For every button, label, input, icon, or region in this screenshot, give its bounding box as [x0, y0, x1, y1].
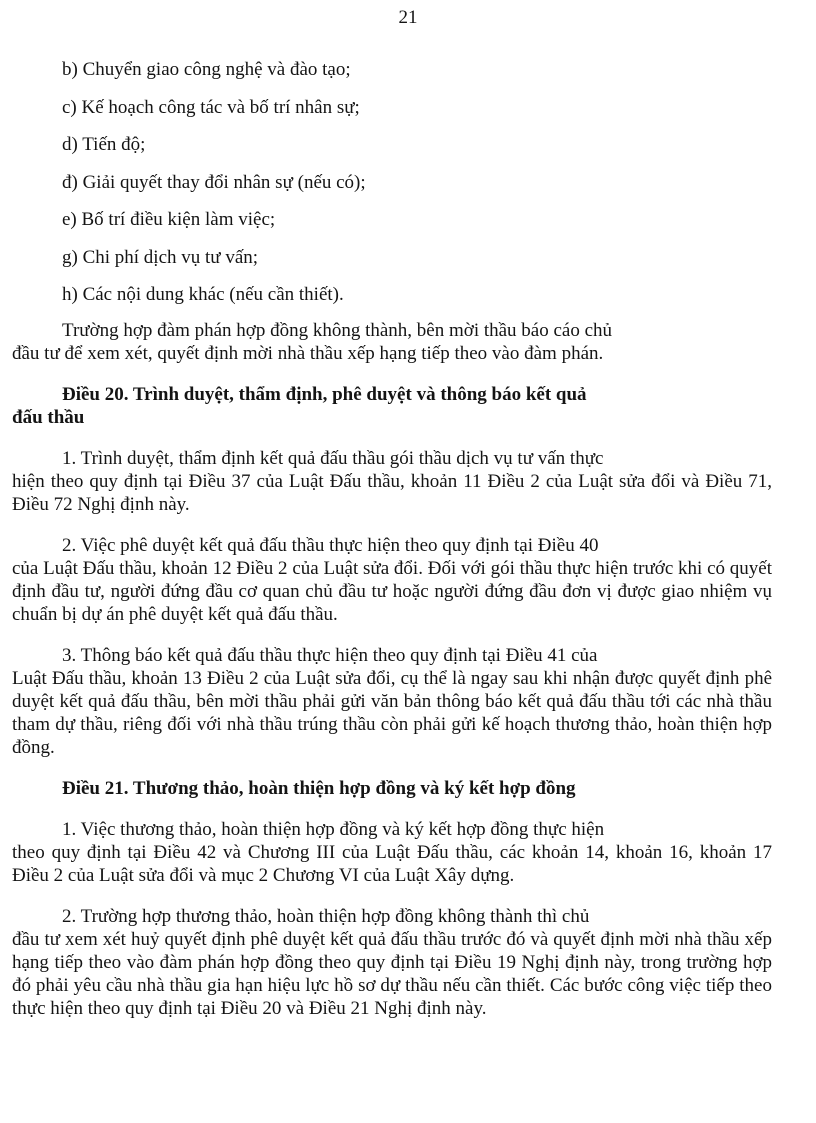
paragraph-first-line: 2. Trường hợp thương thảo, hoàn thiện hợp đồng không thành thì chủ — [62, 905, 590, 927]
paragraph-rest: theo quy định tại Điều 42 và Chương III của Luật Đấu thầu, các khoản 14, khoản 16, khoản 17 Điều 2 của Luật sửa đổi và mục 2 Chương VI của Luật Xây dựng. — [12, 841, 772, 886]
article-21-heading: Điều 21. Thương thảo, hoàn thiện hợp đồng và ký kết hợp đồng — [62, 777, 576, 799]
paragraph-rest: đầu tư xem xét huỷ quyết định phê duyệt kết quả đấu thầu trước đó và quyết định mời nhà thầu xếp hạng tiếp theo vào đàm phán hợp đồng theo quy định tại Điều 19 Nghị định này, trong trường hợp đó phải yêu cầu nhà thầu gia hạn hiệu lực hồ sơ dự thầu nếu cần thiết. Các bước công việc tiếp theo thực hiện theo quy định tại Điều 20 và Điều 21 Nghị định này. — [12, 928, 772, 1019]
paragraph-rest: hiện theo quy định tại Điều 37 của Luật Đấu thầu, khoản 11 Điều 2 của Luật sửa đổi và Điều 71, Điều 72 Nghị định này. — [12, 470, 772, 515]
list-item: g) Chi phí dịch vụ tư vấn; — [62, 246, 259, 268]
page-number: 21 — [398, 7, 418, 28]
paragraph-first-line: 3. Thông báo kết quả đấu thầu thực hiện theo quy định tại Điều 41 của — [62, 644, 598, 666]
paragraph-negotiation-fail — [12, 319, 772, 365]
heading-line: đấu thầu — [12, 406, 85, 428]
article-20-heading — [12, 383, 772, 429]
paragraph-first-line: 1. Việc thương thảo, hoàn thiện hợp đồng và ký kết hợp đồng thực hiện — [62, 818, 605, 840]
document-body — [12, 58, 812, 1020]
article-21-clause-2 — [12, 905, 772, 1020]
article-20-clause-1 — [12, 447, 772, 516]
article-20-clause-2 — [12, 534, 772, 626]
article-20-clause-3 — [12, 644, 772, 759]
list-item: c) Kế hoạch công tác và bố trí nhân sự; — [62, 96, 360, 118]
list-item: b) Chuyển giao công nghệ và đào tạo; — [62, 59, 351, 80]
list-item: đ) Giải quyết thay đổi nhân sự (nếu có); — [62, 171, 366, 193]
heading-line: Điều 20. Trình duyệt, thẩm định, phê duyệt và thông báo kết quả — [62, 383, 587, 405]
paragraph-rest: Luật Đấu thầu, khoản 13 Điều 2 của Luật sửa đổi, cụ thể là ngay sau khi nhận được quyết định phê duyệt kết quả đấu thầu, bên mời thầu phải gửi văn bản thông báo kết quả đấu thầu tới các nhà thầu tham dự thầu, riêng đối với nhà thầu trúng thầu còn phải gửi kế hoạch thương thảo, hoàn thiện hợp đồng. — [12, 667, 772, 758]
paragraph-rest: đầu tư để xem xét, quyết định mời nhà thầu xếp hạng tiếp theo vào đàm phán. — [12, 342, 604, 364]
paragraph-rest: của Luật Đấu thầu, khoản 12 Điều 2 của Luật sửa đổi. Đối với gói thầu thực hiện trước khi có quyết định đầu tư, người đứng đầu cơ quan chủ đầu tư hoặc người đứng đầu đơn vị được giao nhiệm vụ chuẩn bị dự án phê duyệt kết quả đấu thầu. — [12, 557, 772, 625]
article-21-clause-1 — [12, 818, 772, 887]
paragraph-first-line: Trường hợp đàm phán hợp đồng không thành, bên mời thầu báo cáo chủ — [62, 319, 613, 341]
list-item: d) Tiến độ; — [62, 134, 146, 155]
list-item: h) Các nội dung khác (nếu cần thiết). — [62, 284, 344, 305]
paragraph-first-line: 1. Trình duyệt, thẩm định kết quả đấu thầu gói thầu dịch vụ tư vấn thực — [62, 447, 604, 469]
paragraph-first-line: 2. Việc phê duyệt kết quả đấu thầu thực hiện theo quy định tại Điều 40 — [62, 534, 599, 556]
list-item: e) Bố trí điều kiện làm việc; — [62, 209, 276, 230]
